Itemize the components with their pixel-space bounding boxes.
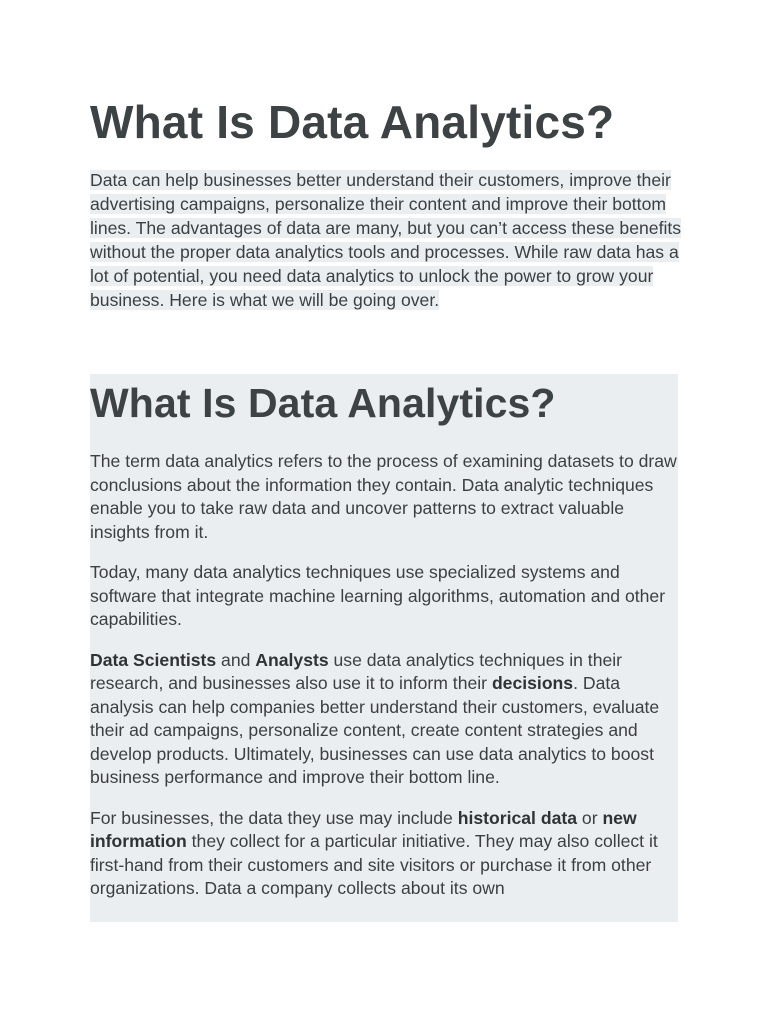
highlighted-section: [90, 374, 678, 922]
bold-term-data-scientists: Data Scientists: [90, 649, 217, 670]
paragraph-text: they collect for a particular initiative. They may also collect it first-hand from their customers and site visitors or purchase it from other organizations. Data a company collects about its own: [90, 831, 658, 898]
bold-term-decisions: decisions: [491, 673, 574, 693]
bold-term-new-information: new information: [90, 807, 637, 851]
section-paragraph-3: [90, 649, 678, 790]
paragraph-text: or: [577, 807, 603, 828]
paragraph-text: use data analytics techniques in their research, and businesses also use it to inform their: [90, 649, 623, 693]
bold-term-analysts: Analysts: [255, 649, 329, 670]
intro-paragraph: [90, 168, 690, 312]
section-paragraph-4: [90, 807, 678, 901]
section-paragraph-2: Today, many data analytics techniques use specialized systems and software that integrate machine learning algorithms, automation and other capabilities.: [90, 562, 666, 629]
bold-term-historical-data: historical data: [457, 807, 578, 828]
section-paragraph-1: The term data analytics refers to the process of examining datasets to draw conclusions about the information they contain. Data analytic techniques enable you to take raw data and uncover patterns to extract valuable insights from it.: [90, 451, 677, 542]
paragraph-text: For businesses, the data they use may include: [90, 807, 458, 828]
paragraph-text: and: [216, 649, 256, 670]
section-heading: What Is Data Analytics?: [90, 380, 556, 426]
intro-highlighted-text: Data can help businesses better understand their customers, improve their advertising campaigns, personalize their content and improve their bottom lines. The advantages of data are many, but you can’t access these benefits without the proper data analytics tools and processes. While raw data has a lot of potential, you need data analytics to unlock the power to grow your business. Here is what we will be going over.: [90, 170, 682, 310]
paragraph-text: . Data analysis can help companies better understand their customers, evaluate their ad campaigns, personalize content, create content strategies and develop products. Ultimately, businesses can use data analytics to boost business performance and improve their bottom line.: [90, 673, 660, 787]
page-title: What Is Data Analytics?: [90, 96, 615, 148]
